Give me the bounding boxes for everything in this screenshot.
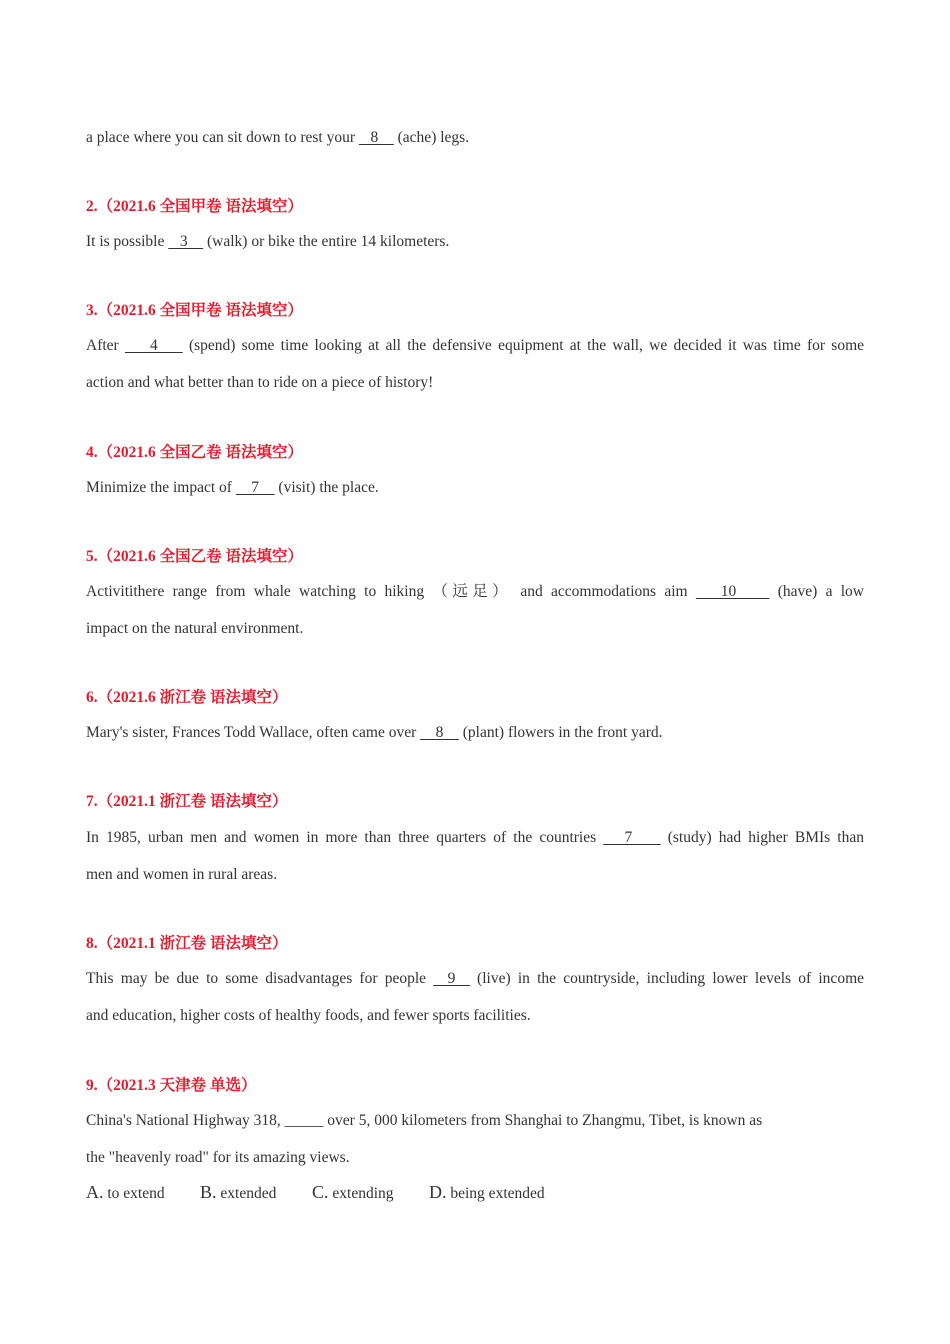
q2-line xyxy=(86,232,864,252)
q7-line2: men and women in rural areas. xyxy=(86,866,278,883)
q4-heading: 4.（2021.6 全国乙卷 语法填空） xyxy=(86,444,304,461)
q3-line1 xyxy=(86,336,864,356)
q6-line xyxy=(86,723,864,743)
q5-blank: 10 xyxy=(695,583,770,600)
q8-text-post: (live) in the countryside, including lower levels of income xyxy=(469,970,864,987)
q1-line xyxy=(86,128,864,148)
q9-option-c[interactable] xyxy=(312,1182,394,1204)
q5-heading: 5.（2021.6 全国乙卷 语法填空） xyxy=(86,548,304,565)
q7-heading: 7.（2021.1 浙江卷 语法填空） xyxy=(86,793,288,810)
q7-text-post: (study) had higher BMIs than xyxy=(660,829,864,846)
q8-text-pre: This may be due to some disadvantages for people xyxy=(86,970,434,987)
q9-option-d-letter: D. xyxy=(429,1182,447,1202)
q1-text-post: (ache) legs. xyxy=(393,129,470,146)
q7-blank: 7 xyxy=(603,829,661,846)
q6-text-post: (plant) flowers in the front yard. xyxy=(458,724,663,741)
q9-option-a[interactable] xyxy=(86,1182,165,1204)
q3-blank: 4 xyxy=(124,337,183,354)
q6-heading: 6.（2021.6 浙江卷 语法填空） xyxy=(86,689,288,706)
q2-text-post: (walk) or bike the entire 14 kilometers. xyxy=(203,233,450,250)
q8-line2: and education, higher costs of healthy foods, and fewer sports facilities. xyxy=(86,1007,531,1024)
q7-line1 xyxy=(86,828,864,848)
q6-text-pre: Mary's sister, Frances Todd Wallace, often came over xyxy=(86,724,421,741)
q9-option-d-text: being extended xyxy=(446,1185,545,1202)
q1-blank: 8 xyxy=(358,129,394,146)
q7-text-pre: In 1985, urban men and women in more than three quarters of the countries xyxy=(86,829,604,846)
q5-text-pre: Activitithere range from whale watching to hiking （远足） and accommodations aim xyxy=(86,583,696,600)
q3-text-post: (spend) some time looking at all the defensive equipment at the wall, we decided it was time for some xyxy=(182,337,864,354)
q9-line1: China's National Highway 318, _____ over 5, 000 kilometers from Shanghai to Zhangmu, Tibet, is known as xyxy=(86,1112,763,1129)
q9-option-c-text: extending xyxy=(328,1185,394,1202)
q9-option-a-text: to extend xyxy=(103,1185,165,1202)
q3-heading: 3.（2021.6 全国甲卷 语法填空） xyxy=(86,302,304,319)
q4-line xyxy=(86,478,864,498)
q3-text-pre: After xyxy=(86,337,125,354)
q9-option-b-letter: B. xyxy=(200,1182,217,1202)
q9-heading: 9.（2021.3 天津卷 单选） xyxy=(86,1077,257,1094)
q4-text-post: (visit) the place. xyxy=(274,479,379,496)
q2-blank: 3 xyxy=(168,233,204,250)
q2-heading: 2.（2021.6 全国甲卷 语法填空） xyxy=(86,198,304,215)
q8-heading: 8.（2021.1 浙江卷 语法填空） xyxy=(86,935,288,952)
q1-text-pre: a place where you can sit down to rest your xyxy=(86,129,359,146)
q3-line2: action and what better than to ride on a piece of history! xyxy=(86,374,434,391)
q5-line1 xyxy=(86,582,864,602)
q8-line1 xyxy=(86,969,864,989)
q9-option-d[interactable] xyxy=(429,1182,545,1204)
q2-text-pre: It is possible xyxy=(86,233,169,250)
q4-text-pre: Minimize the impact of xyxy=(86,479,236,496)
q9-option-b-text: extended xyxy=(216,1185,277,1202)
q5-text-post: (have) a low xyxy=(769,583,865,600)
q9-option-c-letter: C. xyxy=(312,1182,329,1202)
q8-blank: 9 xyxy=(433,970,470,987)
q9-line2: the "heavenly road" for its amazing views. xyxy=(86,1149,350,1166)
q6-blank: 8 xyxy=(420,724,459,741)
q9-option-b[interactable] xyxy=(200,1182,276,1204)
q5-line2: impact on the natural environment. xyxy=(86,620,304,637)
q9-option-a-letter: A. xyxy=(86,1182,104,1202)
q4-blank: 7 xyxy=(235,479,275,496)
